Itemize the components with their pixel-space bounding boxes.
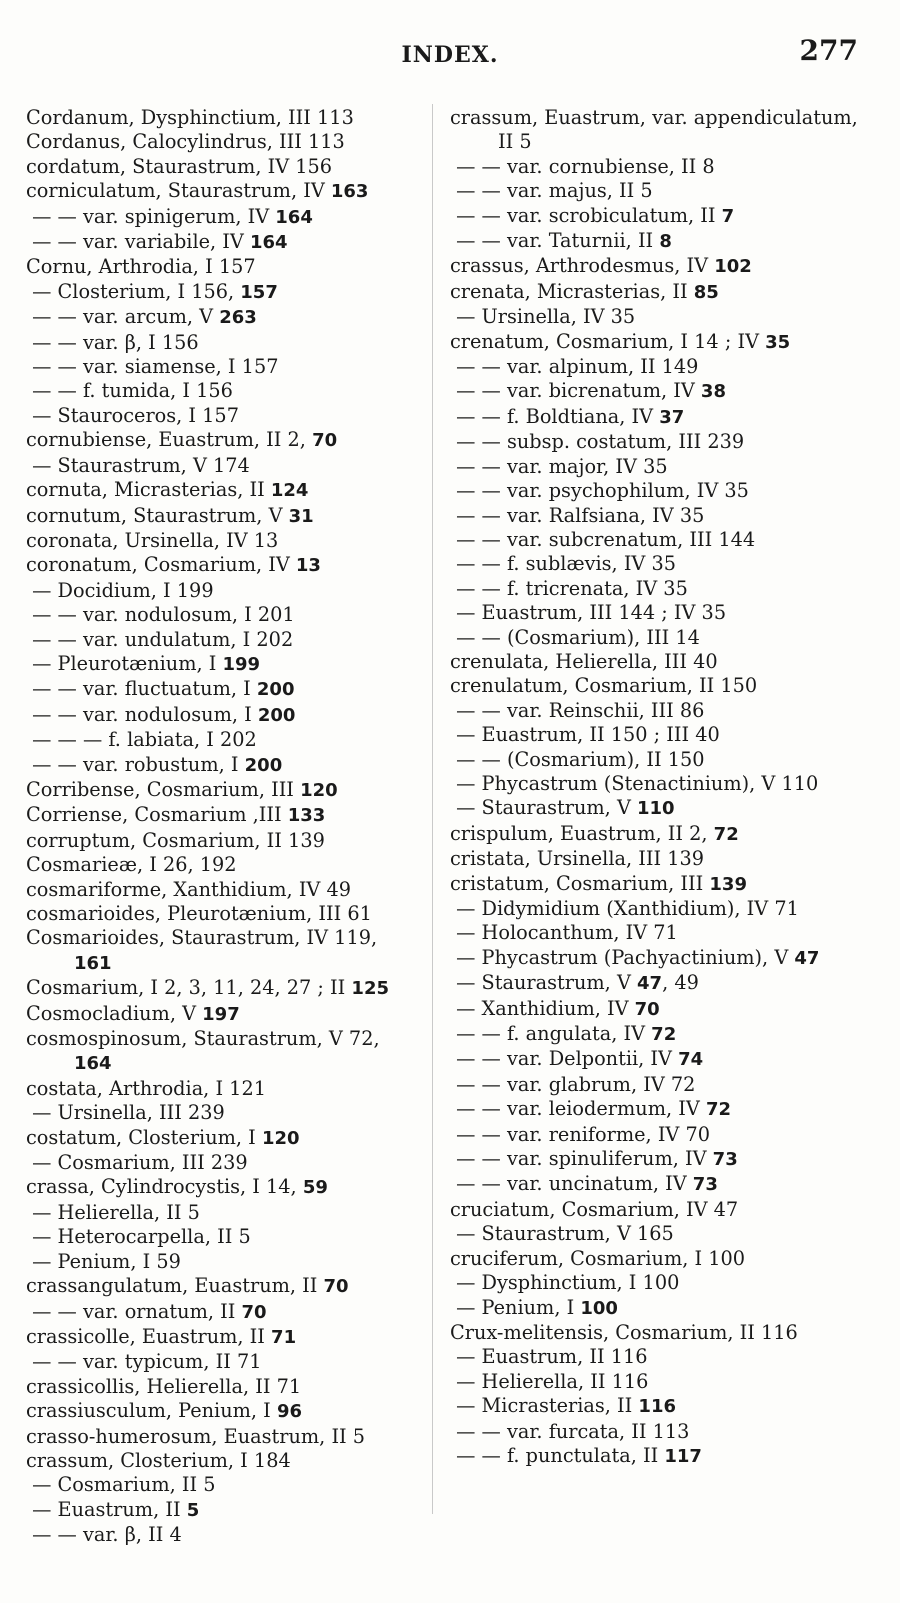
index-entry-text: — — var. psychophilum, IV 35 [450, 479, 749, 503]
index-entry [450, 1073, 860, 1097]
index-entry-page-ref: 100 [580, 1297, 618, 1319]
index-entry-text: — Staurastrum, V [450, 796, 637, 820]
index-entry-text: Corribense, Cosmarium, III [26, 777, 301, 801]
index-entry-page-ref: 116 [638, 1396, 676, 1418]
index-entry [450, 822, 860, 847]
index-entry [450, 455, 860, 479]
index-entry-text: Cornu, Arthrodia, I 157 [26, 255, 256, 279]
index-entry [26, 230, 418, 255]
index-entry-text: — — var. nodulosum, I 201 [26, 603, 295, 627]
index-entry-text: — Penium, I [450, 1295, 581, 1319]
index-entry [450, 179, 860, 203]
index-entry-text: — — var. variabile, IV [26, 230, 250, 254]
index-entry-page-ref: 47 [794, 947, 820, 969]
index-entry [26, 1274, 418, 1299]
index-entry-text: cordatum, Staurastrum, IV 156 [26, 154, 333, 178]
index-entry [26, 553, 418, 578]
index-entry [450, 1247, 860, 1271]
index-entry-text: Cosmarieæ, I 26, 192 [26, 853, 237, 877]
index-entry-page-ref: 161 [74, 952, 112, 974]
index-entry-text: — — var. spinigerum, IV [26, 204, 276, 228]
index-entry-page-ref: 37 [659, 406, 685, 428]
index-entry-page-ref: 70 [634, 998, 660, 1020]
index-entry [26, 1101, 418, 1125]
index-entry [26, 803, 418, 828]
index-entry [450, 379, 860, 404]
index-entry-page-ref: 120 [261, 1127, 300, 1149]
index-entry-text: — Euastrum, III 144 ; IV 35 [450, 601, 727, 625]
index-entry-page-ref: 102 [714, 256, 752, 278]
index-entry [26, 1375, 418, 1399]
index-entry-text: — Cosmarium, III 239 [26, 1151, 248, 1175]
index-entry-text: Corriense, Cosmarium ,III [26, 803, 288, 827]
index-entry-text: — — f. Boldtiana, IV [450, 404, 660, 428]
index-entry-text: — — f. tricrenata, IV 35 [450, 576, 688, 600]
index-entry-page-ref: 70 [323, 1276, 349, 1298]
index-entry-text: — Xanthidium, IV [450, 996, 635, 1020]
index-entry [450, 1444, 860, 1469]
index-entry-page-ref: 72 [651, 1024, 677, 1046]
index-entry-text: cosmariforme, Xanthidium, IV 49 [26, 877, 352, 901]
index-entry [450, 405, 860, 430]
index-entry [450, 577, 860, 601]
index-entry [26, 130, 418, 154]
index-entry [450, 504, 860, 528]
index-entry-page-ref: 31 [288, 505, 314, 527]
index-entry-page-ref: 72 [713, 823, 739, 845]
index-entry-text: — Staurastrum, V [450, 971, 637, 995]
index-entry-text: — Didymidium (Xanthidium), IV 71 [450, 897, 799, 920]
index-entry-text: — Ursinella, III 239 [26, 1101, 225, 1125]
index-entry-text: — — var. furcata, II 113 [450, 1419, 690, 1443]
index-entry-text: coronata, Ursinella, IV 13 [26, 528, 279, 552]
index-entry [26, 1002, 418, 1027]
index-entry-text: — — var. leiodermum, IV [450, 1097, 706, 1121]
index-entry [450, 897, 860, 921]
index-entry-text: — — var. ornatum, II [26, 1299, 242, 1323]
index-entry-text: — — (Cosmarium), II 150 [450, 747, 705, 771]
page-header [0, 30, 900, 74]
index-entry [450, 552, 860, 576]
index-entry-text: cosmarioides, Pleurotænium, III 61 [26, 902, 372, 925]
index-entry-text: Cordanum, Dysphinctium, III 113 [26, 106, 354, 129]
index-entry [26, 753, 418, 778]
index-entry [450, 430, 860, 454]
index-entry-text: crenulatum, Cosmarium, II 150 [450, 674, 758, 698]
index-entry [450, 1022, 860, 1047]
index-entry [26, 902, 418, 926]
index-entry [26, 179, 418, 204]
index-entry-text: Cosmarium, I 2, 3, 11, 24, 27 ; II [26, 976, 352, 1000]
index-entry-page-ref: 120 [300, 779, 338, 801]
index-entry-page-ref: 74 [678, 1049, 704, 1071]
index-entry [450, 921, 860, 945]
index-entry-text: — — var. Reinschii, III 86 [450, 698, 705, 722]
index-entry [450, 997, 860, 1022]
index-entry-text: crenulata, Helierella, III 40 [450, 649, 718, 673]
index-entry-text: — Dysphinctium, I 100 [450, 1271, 680, 1295]
index-entry-text: cristata, Ursinella, III 139 [450, 847, 705, 871]
index-entry [450, 1198, 860, 1222]
index-entry-text: Cosmocladium, V [26, 1001, 203, 1025]
index-entry-text: — — var. Taturnii, II [450, 229, 660, 253]
index-entry-page-ref: 125 [351, 978, 389, 1000]
index-entry-text: — Euastrum, II [26, 1497, 187, 1521]
index-entry [26, 404, 418, 428]
index-entry-page-ref: 73 [692, 1174, 718, 1196]
index-entry-text: — — var. fluctuatum, I [26, 677, 257, 701]
index-entry-text: — — f. tumida, I 156 [26, 379, 233, 403]
index-entry-text: crenatum, Cosmarium, I 14 ; IV [450, 329, 766, 353]
index-entry-page-ref: 200 [257, 704, 296, 726]
index-entry [450, 1147, 860, 1172]
index-entry-page-ref: 164 [74, 1053, 112, 1075]
index-entry-text: crassicollis, Helierella, II 71 [26, 1374, 302, 1398]
index-entry-text: — Euastrum, II 150 ; III 40 [450, 723, 720, 747]
index-entry [26, 1077, 418, 1101]
index-entry-text: crassus, Arthrodesmus, IV [450, 254, 715, 278]
index-entry-text: — — var. cornubiense, II 8 [450, 154, 715, 178]
index-entry-text: Cosmarioides, Staurastrum, IV 119, [26, 926, 378, 950]
index-entry-page-ref: 7 [721, 205, 735, 227]
index-entry [450, 106, 860, 155]
index-entry-text: — Micrasterias, II [450, 1394, 639, 1418]
index-entry-text: Crux-melitensis, Cosmarium, II 116 [450, 1320, 798, 1344]
index-entry-text: — — var. arcum, V [26, 305, 220, 329]
index-entry-text: Cordanus, Calocylindrus, III 113 [26, 130, 345, 154]
index-entry [26, 1498, 418, 1523]
index-entry-text: crispulum, Euastrum, II 2, [450, 821, 714, 845]
index-entry-text: — Penium, I 59 [26, 1249, 181, 1273]
index-entry-text: crasso-humerosum, Euastrum, II 5 [26, 1424, 366, 1448]
index-entry-text: — — var. typicum, II 71 [26, 1350, 262, 1374]
index-entry [450, 626, 860, 650]
index-entry-text: — — var. subcrenatum, III 144 [450, 527, 756, 551]
index-entry-text: — — (Cosmarium), III 14 [450, 625, 700, 649]
index-entry [450, 305, 860, 329]
index-entry-page-ref: 163 [330, 181, 369, 203]
index-entry [450, 155, 860, 179]
index-entry [26, 1350, 418, 1374]
index-entry [26, 853, 418, 877]
index-entry-page-ref: 96 [276, 1401, 302, 1423]
index-entry [450, 229, 860, 254]
index-entry-text: — — var. scrobiculatum, II [450, 203, 722, 227]
index-entry-text: — — var. spinuliferum, IV [450, 1147, 713, 1171]
index-entry-text: — — subsp. costatum, III 239 [450, 430, 745, 454]
index-entry-text: cornuta, Micrasterias, II [26, 478, 271, 502]
index-entry [26, 1473, 418, 1497]
index-entry-text: crassicolle, Euastrum, II [26, 1324, 272, 1348]
index-entry-text: — — var. bicrenatum, IV [450, 379, 701, 403]
index-entry-text: — Cosmarium, II 5 [26, 1473, 216, 1497]
index-entry [26, 926, 418, 976]
index-entry [26, 728, 418, 752]
index-entry-text: — — var. nodulosum, I [26, 702, 258, 726]
index-entry-text: crassangulatum, Euastrum, II [26, 1274, 324, 1298]
index-entry [450, 1271, 860, 1295]
index-entry [450, 528, 860, 552]
index-entry [450, 723, 860, 747]
index-entry-text: costata, Arthrodia, I 121 [26, 1076, 266, 1100]
index-entry-text: cornutum, Staurastrum, V [26, 503, 289, 527]
index-entry-page-ref: 164 [275, 206, 313, 228]
index-entry-text: — Closterium, I 156, [26, 279, 241, 303]
index-entry-page-ref: 70 [312, 430, 338, 452]
index-entry-text: — Phycastrum (Stenactinium), V 110 [450, 771, 819, 795]
index-entry [450, 204, 860, 229]
index-entry-text: — — var. uncinatum, IV [450, 1172, 693, 1196]
index-entry [450, 650, 860, 674]
index-entry-text: costatum, Closterium, I [26, 1125, 262, 1149]
index-entry [26, 1425, 418, 1449]
index-entry-text: — — f. sublævis, IV 35 [450, 552, 677, 576]
index-entry-page-ref: 72 [705, 1099, 731, 1121]
index-entry-text: — Stauroceros, I 157 [26, 403, 239, 427]
index-entry-text: crassum, Euastrum, var. appendiculatum, II 5 [450, 106, 858, 154]
running-title: INDEX. [401, 42, 499, 68]
index-entry-text: — Euastrum, II 116 [450, 1345, 648, 1369]
index-entry-text: cruciferum, Cosmarium, I 100 [450, 1246, 746, 1270]
index-entry [26, 155, 418, 179]
index-entry [26, 1250, 418, 1274]
index-entry-page-ref: 70 [241, 1301, 267, 1323]
index-entry [450, 1296, 860, 1321]
index-entry-page-ref: 13 [295, 555, 321, 577]
index-entry [26, 1449, 418, 1473]
index-entry-page-ref: 5 [186, 1499, 200, 1521]
index-entry [450, 1321, 860, 1345]
index-entry [450, 1394, 860, 1419]
index-entry-text: corruptum, Cosmarium, II 139 [26, 828, 325, 852]
index-entry-page-ref: 71 [271, 1326, 297, 1348]
index-entry [26, 106, 418, 130]
index-entry [450, 971, 860, 996]
index-entry-page-ref: 117 [664, 1445, 702, 1467]
index-entry [450, 847, 860, 871]
index-entry [26, 878, 418, 902]
index-entry-page-ref: 200 [244, 754, 283, 776]
index-entry [26, 1175, 418, 1200]
index-entry [450, 1222, 860, 1246]
index-entry [26, 778, 418, 803]
index-entry [450, 699, 860, 723]
index-entry [26, 428, 418, 453]
index-entry [450, 796, 860, 821]
index-entry-page-ref: 124 [270, 480, 309, 502]
index-entry-text: — — var. Ralfsiana, IV 35 [450, 503, 705, 527]
index-entry-page-ref: 164 [249, 232, 288, 254]
index-entry [450, 872, 860, 897]
index-entry [26, 829, 418, 853]
index-entry-text: — Staurastrum, V 165 [450, 1222, 674, 1246]
index-entry [26, 255, 418, 279]
index-entry [26, 478, 418, 503]
index-entry-text: , 49 [662, 971, 699, 995]
index-entry-text: — — var. siamense, I 157 [26, 355, 279, 379]
index-entry-text: — — var. major, IV 35 [450, 454, 668, 478]
index-entry [450, 1123, 860, 1147]
index-entry-text: — Docidium, I 199 [26, 578, 214, 602]
column-divider [432, 104, 433, 1514]
index-entry [450, 280, 860, 305]
index-entry-page-ref: 200 [256, 679, 295, 701]
index-entry-text: — — var. reniforme, IV 70 [450, 1122, 711, 1146]
index-entry [450, 1370, 860, 1394]
index-entry [26, 1225, 418, 1249]
index-entry [26, 628, 418, 652]
index-entry-text: cosmospinosum, Staurastrum, V 72, [26, 1027, 380, 1051]
index-entry-text: — Pleurotænium, I [26, 651, 223, 675]
index-entry-text: — — — f. labiata, I 202 [26, 728, 257, 752]
index-entry [26, 1399, 418, 1424]
index-entry-page-ref: 197 [202, 1003, 240, 1025]
index-entry [26, 504, 418, 529]
index-entry-text: crenata, Micrasterias, II [450, 279, 694, 303]
index-entry [26, 1300, 418, 1325]
index-entry [26, 1151, 418, 1175]
index-entry [450, 355, 860, 379]
index-entry-text: — Helierella, II 5 [26, 1200, 200, 1224]
index-entry [26, 205, 418, 230]
index-entry [26, 1126, 418, 1151]
index-entry [26, 1027, 418, 1077]
index-entry-text: — Helierella, II 116 [450, 1369, 649, 1393]
index-entry-text: — Staurastrum, V 174 [26, 453, 250, 477]
index-entry [450, 772, 860, 796]
index-entry-page-ref: 263 [219, 307, 257, 329]
index-entry-text: cristatum, Cosmarium, III [450, 871, 710, 895]
index-column-right [450, 106, 860, 1469]
index-entry [26, 1201, 418, 1225]
index-entry [26, 305, 418, 330]
index-entry [26, 976, 418, 1001]
index-entry-text: — — var. glabrum, IV 72 [450, 1072, 696, 1096]
index-entry [450, 1047, 860, 1072]
index-entry-text: — Holocanthum, IV 71 [450, 921, 678, 945]
index-entry [450, 254, 860, 279]
index-entry [450, 330, 860, 355]
index-entry-page-ref: 73 [712, 1149, 738, 1171]
index-entry [450, 1420, 860, 1444]
index-entry-text: — Ursinella, IV 35 [450, 305, 636, 329]
index-entry-text: — — var. β, I 156 [26, 330, 199, 354]
index-entry [450, 674, 860, 698]
index-entry-page-ref: 59 [302, 1177, 328, 1199]
index-entry-text: — — var. robustum, I [26, 752, 245, 776]
index-entry-page-ref: 35 [765, 331, 791, 353]
index-entry-text: crassum, Closterium, I 184 [26, 1448, 291, 1472]
index-entry [26, 529, 418, 553]
index-entry [26, 280, 418, 305]
index-entry-text: — Phycastrum (Pachyactinium), V [450, 945, 795, 969]
index-entry-text: crassa, Cylindrocystis, I 14, [26, 1175, 303, 1199]
index-entry-text: — — var. majus, II 5 [450, 179, 653, 203]
index-entry [450, 1097, 860, 1122]
index-entry-text: cruciatum, Cosmarium, IV 47 [450, 1197, 739, 1221]
index-entry-text: — — f. angulata, IV [450, 1022, 652, 1046]
index-column-left [26, 106, 418, 1548]
index-entry-page-ref: 157 [240, 281, 278, 303]
index-entry-text: — — var. undulatum, I 202 [26, 627, 294, 651]
index-entry-text: — Heterocarpella, II 5 [26, 1225, 251, 1249]
index-entry [450, 1345, 860, 1369]
index-entry-page-ref: 47 [637, 973, 663, 995]
index-entry [450, 946, 860, 971]
index-entry-text: — — f. punctulata, II [450, 1443, 665, 1467]
page-number: 277 [799, 34, 858, 67]
index-entry-page-ref: 133 [287, 805, 326, 827]
index-entry-page-ref: 199 [222, 653, 261, 675]
index-entry [450, 1172, 860, 1197]
index-entry [26, 1523, 418, 1547]
index-entry-text: — — var. β, II 4 [26, 1523, 182, 1547]
index-entry [26, 677, 418, 702]
index-entry-page-ref: 110 [637, 798, 675, 820]
index-entry-text: — — var. Delpontii, IV [450, 1047, 679, 1071]
index-entry [450, 479, 860, 503]
index-entry-text: — — var. alpinum, II 149 [450, 355, 699, 379]
index-entry [26, 603, 418, 627]
index-entry [450, 748, 860, 772]
index-entry-page-ref: 8 [659, 231, 672, 253]
index-entry [26, 379, 418, 403]
index-entry [26, 331, 418, 355]
index-entry [26, 1325, 418, 1350]
index-entry [26, 703, 418, 728]
index-entry [26, 454, 418, 478]
index-entry [26, 579, 418, 603]
index-entry-page-ref: 38 [700, 381, 726, 403]
index-entry-text: crassiusculum, Penium, I [26, 1399, 277, 1423]
index-entry-page-ref: 139 [709, 873, 747, 895]
index-entry [26, 355, 418, 379]
index-entry [450, 601, 860, 625]
index-entry [26, 652, 418, 677]
index-entry-text: coronatum, Cosmarium, IV [26, 553, 296, 577]
index-entry-page-ref: 85 [693, 281, 719, 303]
index-entry-text: cornubiense, Euastrum, II 2, [26, 428, 313, 452]
index-entry-text: corniculatum, Staurastrum, IV [26, 179, 331, 203]
